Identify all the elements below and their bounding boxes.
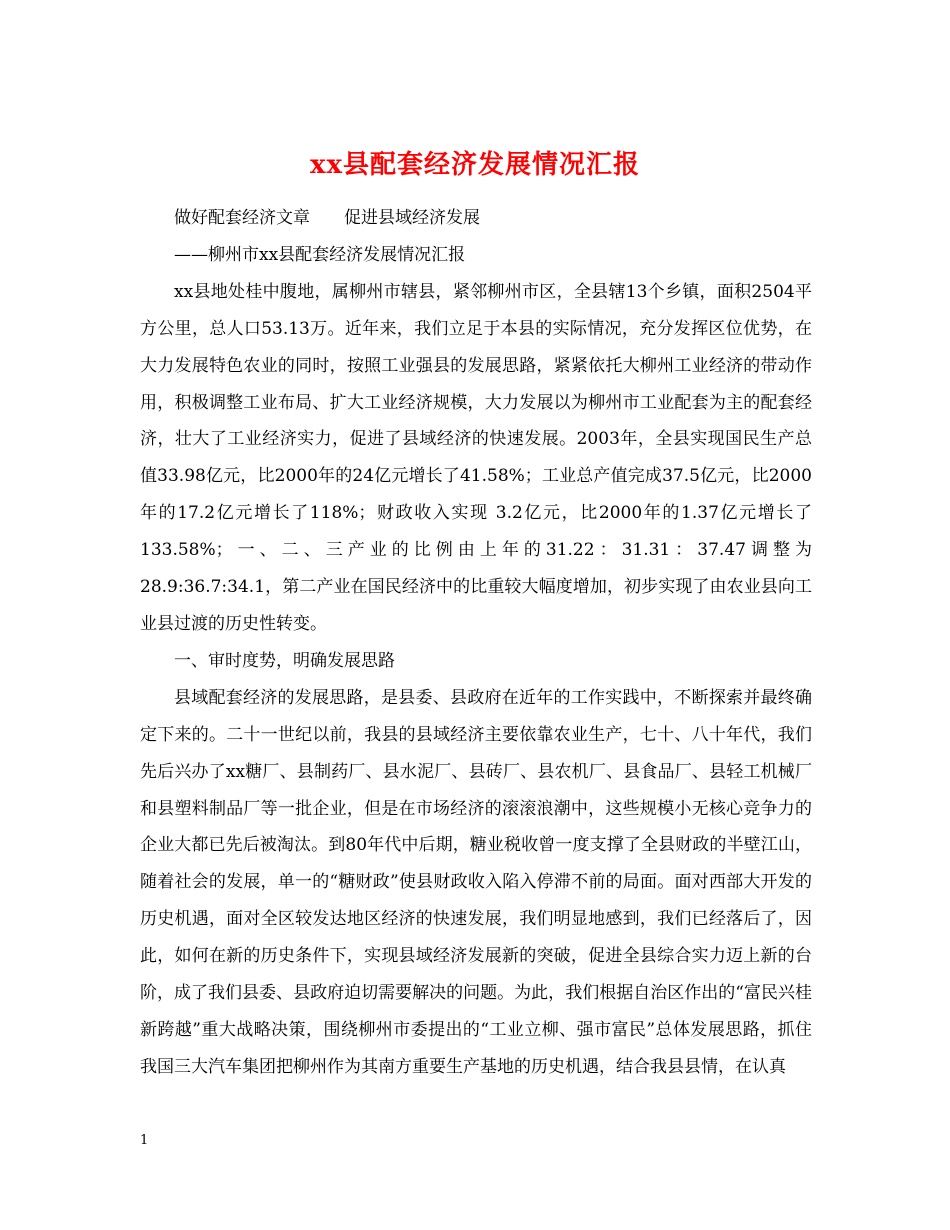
page-number: 1 xyxy=(140,1133,149,1148)
body-paragraph: xx县地处桂中腹地，属柳州市辖县，紧邻柳州市区，全县辖13个乡镇，面积2504平方公里，总人口53.13万。近年来，我们立足于本县的实际情况，充分发挥区位优势，在大力发展特色农业的同时，按照工业强县的发展思路，紧紧依托大柳州工业经济的带动作用，积极调整工业布局、扩大工业经济规模，大力发展以为柳州市工业配套为主的配套经济，壮大了工业经济实力，促进了县域经济的快速发展。2003年，全县实现国民生产总值33.98亿元，比2000年的24亿元增长了41.58%；工业总产值完成37.5亿元，比2000年的17.2亿元增长了118%；财政收入实现 3.2亿元，比2000年的1.37亿元增长了133.58%；一、二、三产业的比例由上年的31.22：31.31：37.47调整为28.9:36.7:34.1，第二产业在国民经济中的比重较大幅度增加，初步实现了由农业县向工业县过渡的历史性转变。 xyxy=(140,281,812,634)
section-heading: 一、审时度势，明确发展思路 xyxy=(174,650,395,671)
body-paragraph: 县域配套经济的发展思路，是县委、县政府在近年的工作实践中，不断探索并最终确定下来的。二十一世纪以前，我县的县域经济主要依靠农业生产，七十、八十年代，我们先后兴办了xx糖厂、县制药厂、县水泥厂、县砖厂、县农机厂、县食品厂、县轻工机械厂和县塑料制品厂等一批企业，但是在市场经济的滚滚浪潮中，这些规模小无核心竞争力的企业大都已先后被淘汰。到80年代中后期，糖业税收曾一度支撑了全县财政的半壁江山，随着社会的发展，单一的“糖财政”使县财政收入陷入停滞不前的局面。面对西部大开发的历史机遇，面对全区较发达地区经济的快速发展，我们明显地感到，我们已经落后了，因此，如何在新的历史条件下，实现县域经济发展新的突破，促进全县综合实力迈上新的台阶，成了我们县委、县政府迫切需要解决的问题。为此，我们根据自治区作出的“富民兴桂新跨越”重大战略决策，围绕柳州市委提出的“工业立柳、强市富民”总体发展思路，抓住我国三大汽车集团把柳州作为其南方重要生产基地的历史机遇，结合我县县情，在认真 xyxy=(140,687,812,1077)
document-title: xx县配套经济发展情况汇报 xyxy=(309,150,640,181)
subtitle-source-line: ——柳州市xx县配套经济发展情况汇报 xyxy=(174,244,466,265)
document-body xyxy=(140,200,812,1086)
subtitle-line: 做好配套经济文章 促进县域经济发展 xyxy=(174,208,480,228)
